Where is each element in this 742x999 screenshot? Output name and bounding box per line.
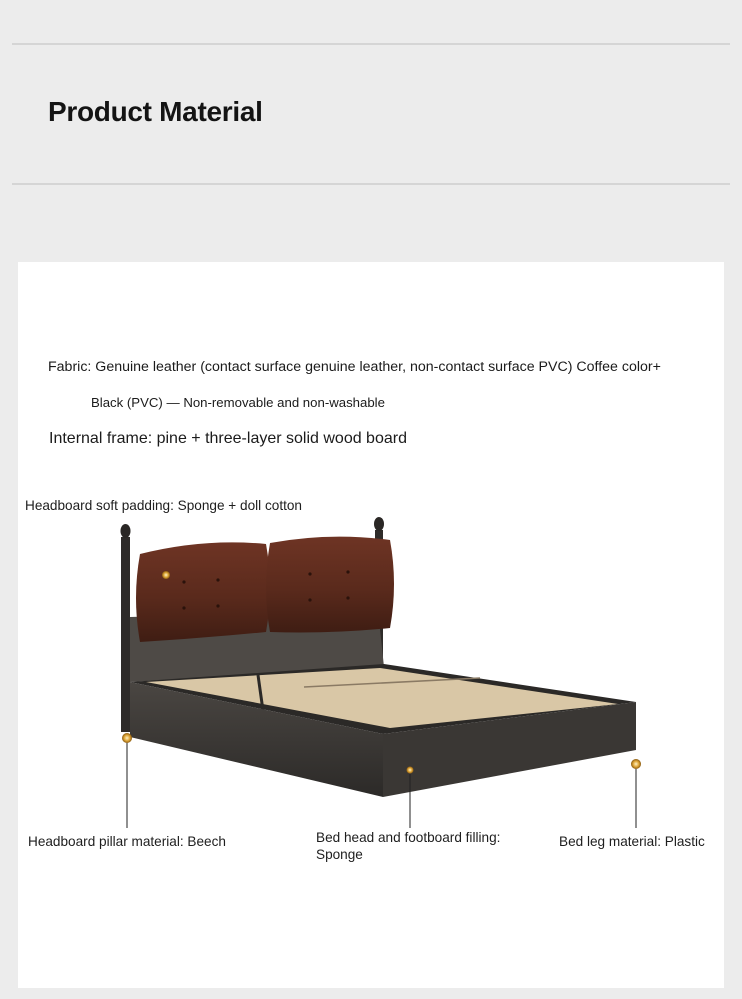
filling-label: [316, 829, 500, 863]
fabric-spec-line-2: Black (PVC) — Non-removable and non-washable: [91, 395, 385, 410]
bed-illustration: [18, 262, 724, 988]
filling-label-line-1: Bed head and footboard filling:: [316, 830, 501, 845]
leg-marker: [631, 759, 641, 769]
padding-marker: [162, 571, 170, 579]
pillar-marker: [122, 733, 132, 743]
bed-frame: [130, 664, 636, 797]
filling-label-line-2: Sponge: [316, 847, 363, 862]
left-cushion: [136, 542, 270, 642]
right-cushion: [266, 537, 394, 633]
filling-marker: [407, 767, 414, 774]
headboard-padding-label: Headboard soft padding: Sponge + doll cotton: [25, 498, 302, 513]
top-divider: [12, 43, 730, 45]
pillar-material-label: Headboard pillar material: Beech: [28, 834, 226, 849]
title-divider: [12, 183, 730, 185]
fabric-spec-line-1: Fabric: Genuine leather (contact surface genuine leather, non-contact surface PVC) Coffee color+: [48, 359, 661, 375]
frame-spec: Internal frame: pine + three-layer solid wood board: [49, 430, 407, 447]
leg-material-label: Bed leg material: Plastic: [559, 834, 705, 849]
material-panel: [18, 262, 724, 988]
page-title: Product Material: [48, 96, 263, 127]
left-pillar: [121, 524, 131, 732]
